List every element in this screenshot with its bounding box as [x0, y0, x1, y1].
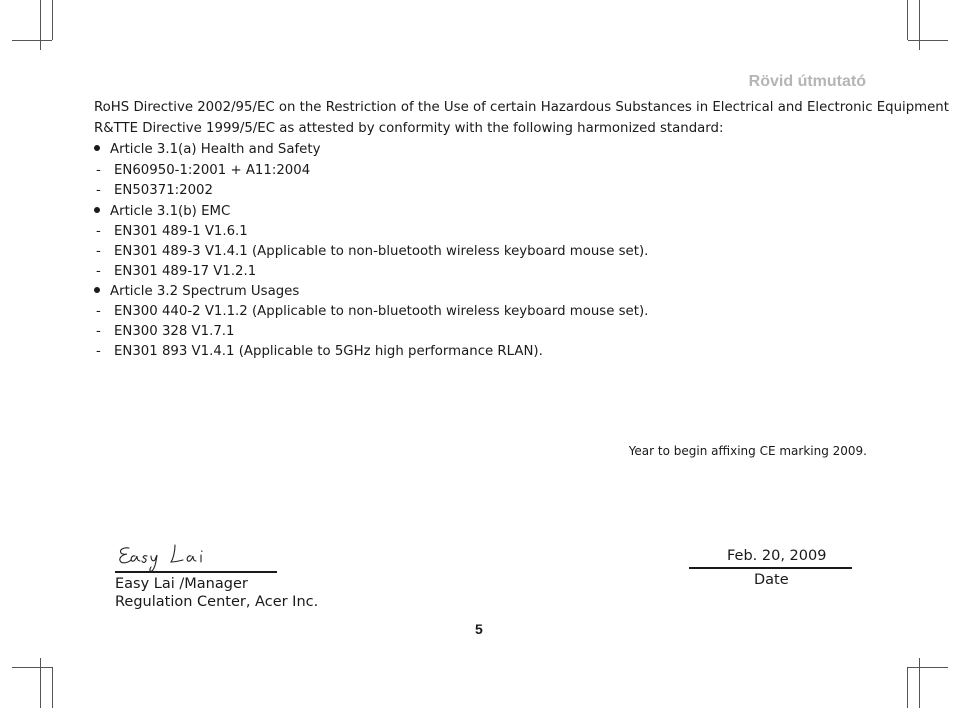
- bullet-icon: [94, 287, 100, 293]
- page-header-title: Rövid útmutató: [748, 73, 866, 90]
- standard-item: - EN60950-1:2001 + A11:2004: [96, 163, 311, 178]
- ce-marking-note: Year to begin affixing CE marking 2009.: [628, 444, 867, 458]
- rohs-line: RoHS Directive 2002/95/EC on the Restriction of the Use of certain Hazardous Substances in Electrical and Electronic Equipment: [94, 100, 949, 115]
- signatory-name: Easy Lai /Manager: [115, 576, 248, 592]
- date-line: [689, 567, 852, 569]
- article-heading: Article 3.2 Spectrum Usages: [94, 284, 299, 299]
- rtte-line: R&TTE Directive 1999/5/EC as attested by conformity with the following harmonized standard:: [94, 121, 724, 136]
- standard-item: - EN301 489-1 V1.6.1: [96, 224, 248, 239]
- signatory-organization: Regulation Center, Acer Inc.: [115, 594, 319, 610]
- bullet-icon: [94, 145, 100, 151]
- date-label: Date: [754, 572, 789, 588]
- standard-item: - EN50371:2002: [96, 183, 213, 198]
- article-heading: Article 3.1(a) Health and Safety: [94, 142, 320, 157]
- bullet-icon: [94, 207, 100, 213]
- article-heading: Article 3.1(b) EMC: [94, 204, 230, 219]
- standard-item: - EN300 328 V1.7.1: [96, 324, 235, 339]
- standard-item: - EN300 440-2 V1.1.2 (Applicable to non-bluetooth wireless keyboard mouse set).: [96, 304, 649, 319]
- signature-line: [115, 571, 277, 573]
- standard-item: - EN301 893 V1.4.1 (Applicable to 5GHz high performance RLAN).: [96, 344, 543, 359]
- handwritten-signature: [115, 540, 225, 574]
- standard-item: - EN301 489-3 V1.4.1 (Applicable to non-bluetooth wireless keyboard mouse set).: [96, 244, 649, 259]
- page-number: 5: [475, 621, 483, 637]
- standard-item: - EN301 489-17 V1.2.1: [96, 264, 257, 279]
- date-value: Feb. 20, 2009: [727, 548, 827, 564]
